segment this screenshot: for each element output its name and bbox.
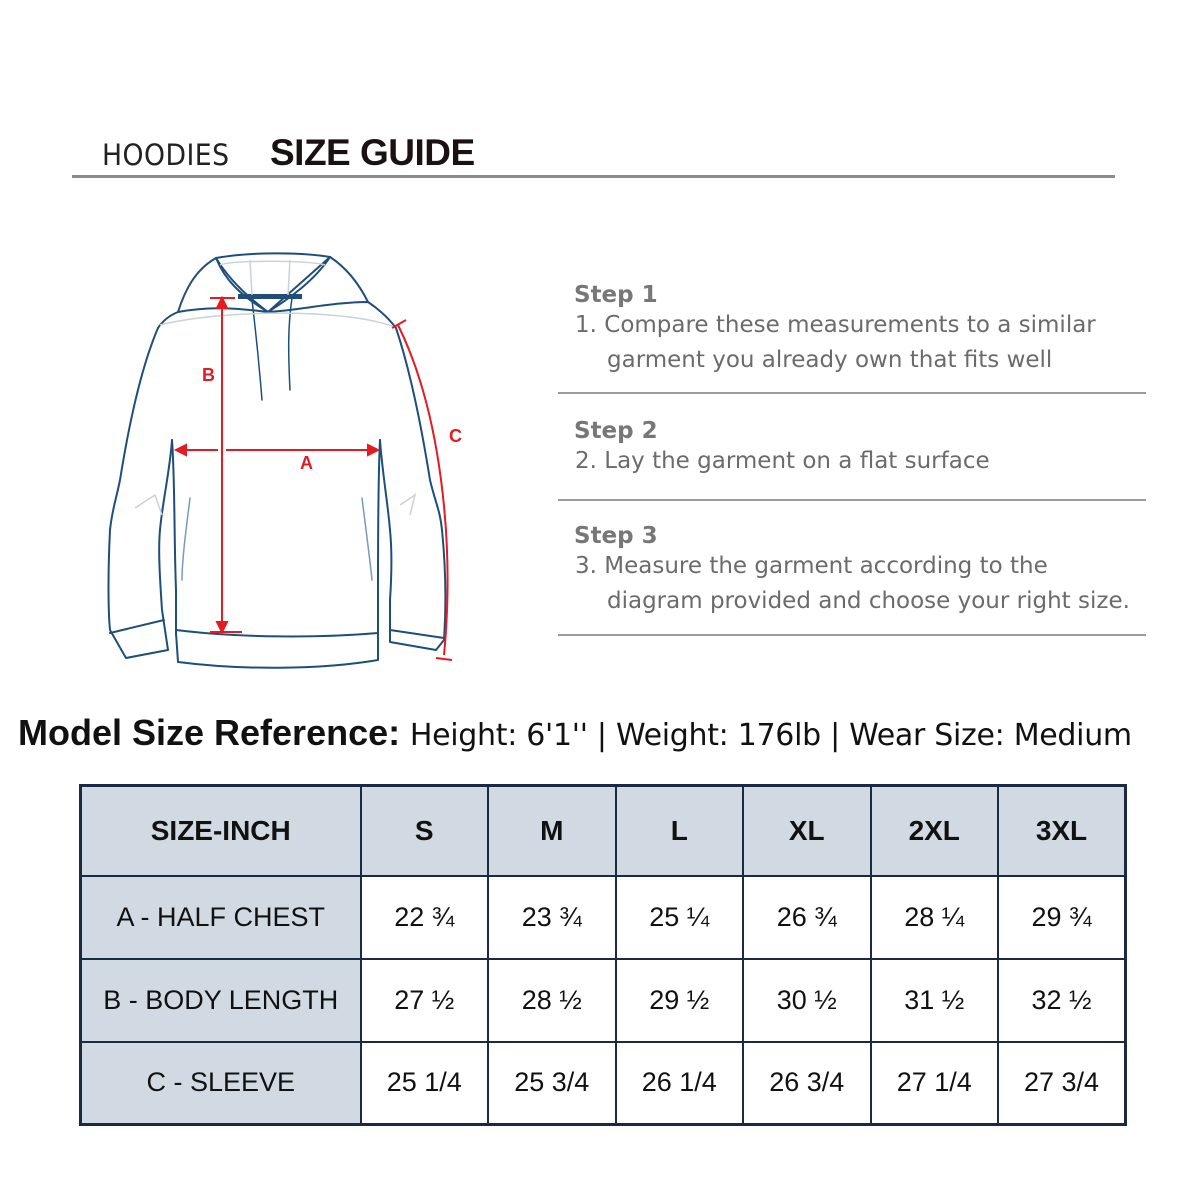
table-cell: 25 3/4 <box>488 1042 616 1125</box>
model-details: Height: 6'1'' | Weight: 176lb | Wear Size: Medium <box>409 718 1132 753</box>
header-cell: L <box>616 786 744 876</box>
table-cell: 29 ¾ <box>998 876 1126 959</box>
table-cell: 27 ½ <box>361 959 489 1042</box>
measuring-steps <box>558 280 1146 636</box>
hoodie-diagram <box>100 240 480 670</box>
header-cell: 3XL <box>998 786 1126 876</box>
table-cell: 32 ½ <box>998 959 1126 1042</box>
table-cell: 25 1/4 <box>361 1042 489 1125</box>
header-divider <box>72 175 1115 178</box>
category-label: HOODIES <box>102 138 230 172</box>
hoodie-outline-icon <box>100 240 480 670</box>
header-cell: 2XL <box>871 786 999 876</box>
label-c: C <box>449 426 462 446</box>
header-cell: S <box>361 786 489 876</box>
step-text <box>558 549 1146 619</box>
step-line: 2. Lay the garment on a flat surface <box>575 448 990 474</box>
label-b: B <box>202 365 215 385</box>
table-row <box>81 1042 1126 1125</box>
step-line: diagram provided and choose your right size. <box>607 588 1130 614</box>
step-line: 3. Measure the garment according to the <box>575 553 1048 579</box>
size-chart-table <box>79 784 1127 1126</box>
table-cell: 26 3/4 <box>743 1042 871 1125</box>
table-row <box>81 876 1126 959</box>
model-label: Model Size Reference: <box>18 712 401 753</box>
table-cell: 26 ¾ <box>743 876 871 959</box>
step-2 <box>558 394 1146 501</box>
row-label: A - HALF CHEST <box>81 876 361 959</box>
row-label: C - SLEEVE <box>81 1042 361 1125</box>
header-cell: SIZE-INCH <box>81 786 361 876</box>
step-title: Step 3 <box>574 523 658 549</box>
model-size-reference <box>18 712 1132 754</box>
table-cell: 27 1/4 <box>871 1042 999 1125</box>
step-title: Step 1 <box>574 282 658 308</box>
table-cell: 31 ½ <box>871 959 999 1042</box>
table-cell: 26 1/4 <box>616 1042 744 1125</box>
header-cell: M <box>488 786 616 876</box>
header-cell: XL <box>743 786 871 876</box>
table-cell: 22 ¾ <box>361 876 489 959</box>
table-cell: 28 ¼ <box>871 876 999 959</box>
step-title: Step 2 <box>574 418 658 444</box>
table-cell: 28 ½ <box>488 959 616 1042</box>
label-a: A <box>300 453 313 473</box>
step-text <box>558 444 1146 479</box>
table-row <box>81 959 1126 1042</box>
table-header-row <box>81 786 1126 876</box>
page-title: SIZE GUIDE <box>270 132 475 173</box>
step-3 <box>558 501 1146 636</box>
table-cell: 23 ¾ <box>488 876 616 959</box>
table-cell: 29 ½ <box>616 959 744 1042</box>
page-header <box>72 130 1117 180</box>
step-line: garment you already own that fits well <box>607 347 1053 373</box>
step-text <box>558 308 1146 378</box>
step-line: 1. Compare these measurements to a similar <box>575 312 1096 338</box>
step-1 <box>558 280 1146 394</box>
row-label: B - BODY LENGTH <box>81 959 361 1042</box>
table-cell: 30 ½ <box>743 959 871 1042</box>
table-cell: 25 ¼ <box>616 876 744 959</box>
table-cell: 27 3/4 <box>998 1042 1126 1125</box>
